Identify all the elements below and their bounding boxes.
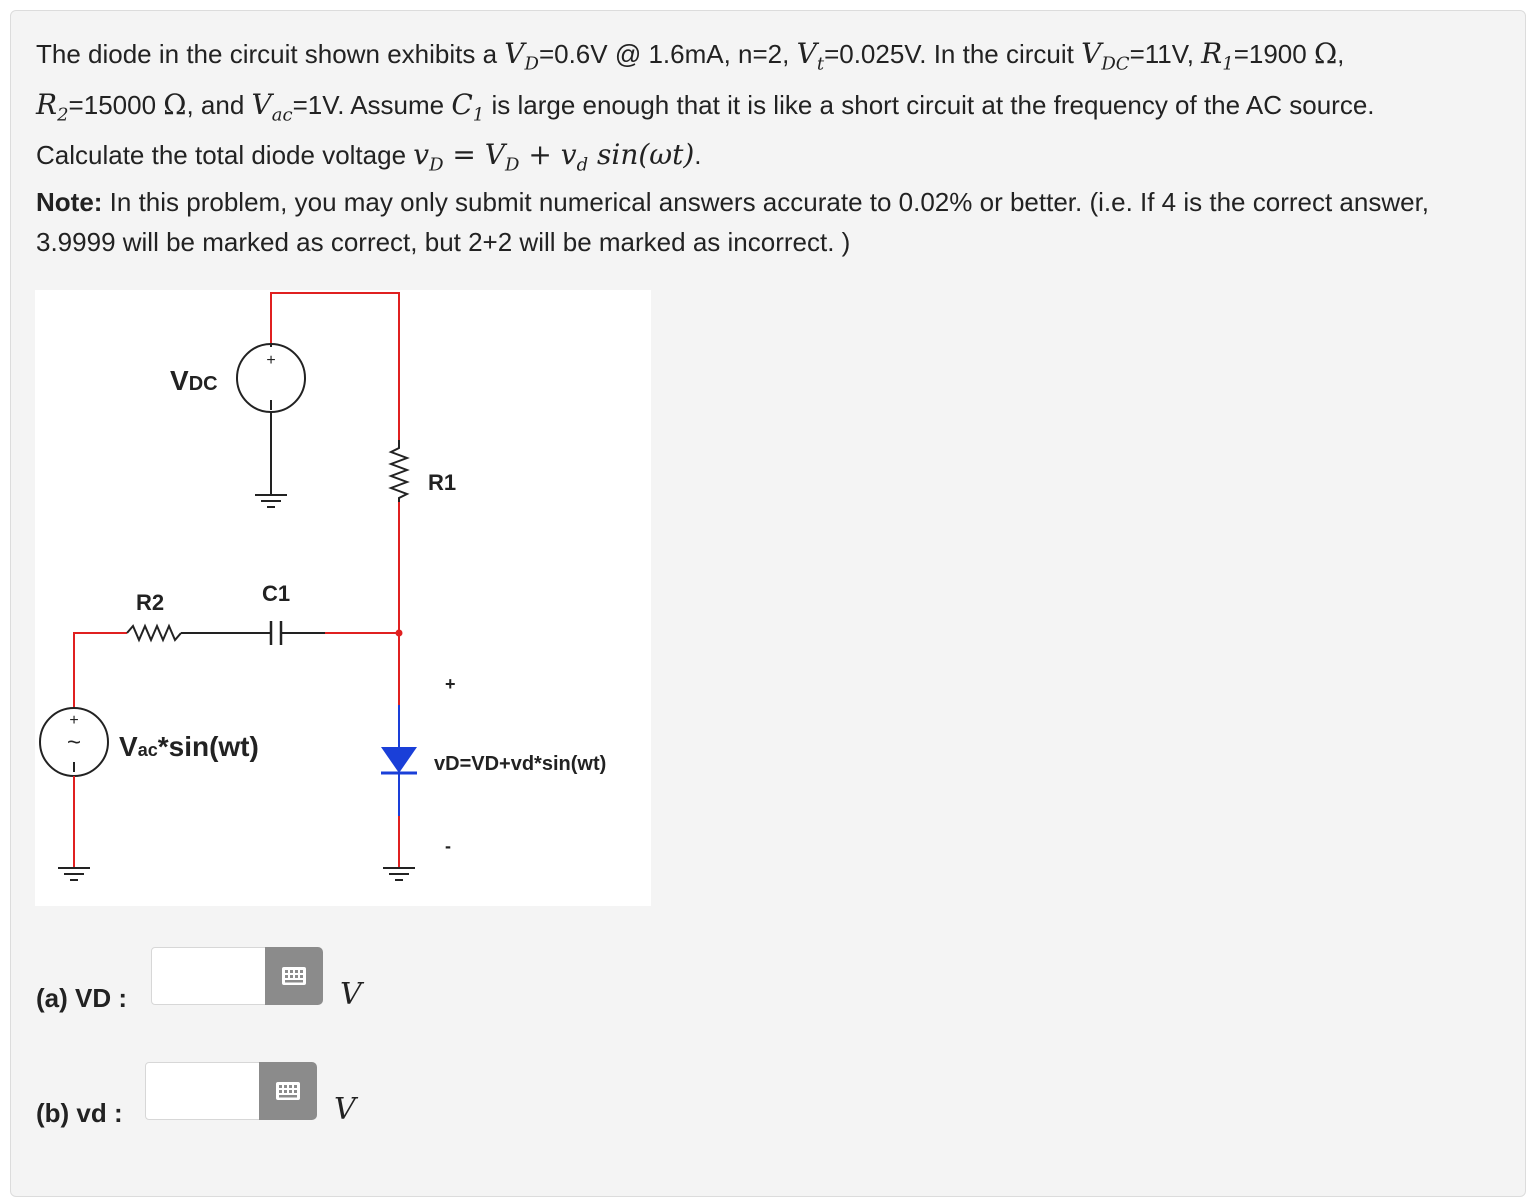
vdc-label: VDC [170,365,218,396]
diode-ground [383,868,415,880]
answer-b-keyboard-button[interactable] [259,1062,317,1120]
dc-source-top-wire [271,293,399,440]
c1-label: C1 [262,581,291,606]
r1-label: R1 [428,470,457,495]
r2-label: R2 [136,590,165,615]
diode-plus-sign: + [445,674,456,694]
diode-voltage-label: vD=VD+vd*sin(wt) [434,753,607,775]
answer-a-unit: V [340,977,362,1012]
dc-source-ground [255,495,287,507]
ac-source-ground [58,868,90,880]
ac-coupling-branch [74,621,399,708]
answer-a-input[interactable] [151,947,269,1005]
accuracy-note [36,182,1506,262]
answer-a-keyboard-button[interactable] [265,947,323,1005]
ac-voltage-source [40,708,108,868]
diode [381,633,417,868]
answer-a-label: (a) VD : [36,983,127,1013]
sine-icon: ~ [66,729,82,756]
diode-minus-sign: - [445,836,451,856]
note-heading: Note: [36,187,103,217]
circuit-diagram [35,290,651,906]
keyboard-icon [281,966,307,986]
svg-text:+: + [69,712,79,729]
answer-b-input[interactable] [145,1062,263,1120]
r1-resistor [391,440,407,502]
diode-voltage-equation: $v_D = V_D + v_d$ sin(ωt) [413,138,695,176]
vdc-plus-sign: + [266,352,276,369]
vac-label: Vac*sin(wt) [119,731,259,762]
keyboard-icon [275,1081,301,1101]
answer-b-label: (b) vd : [36,1098,123,1128]
problem-statement: The diode in the circuit shown exhibits a $V_D=0.6V$ @ 1.6mA, n=2, $V_t=0.025V$. In the circuit $V_{DC}=11V$, $R_1=1900$ Ω, $R_2=15000$ Ω, and $V_{ac}=1V$. Assume $C_1$ is large enough that it is like a short circuit at the frequency of the AC source. Calculate the total diode voltage $v_D = V_D + v_d$ sin(ωt). [36,37,1375,176]
dc-voltage-source [237,344,305,495]
note-text: In this problem, you may only submit numerical answers accurate to 0.02% or better. (i.e. If 4 is the correct answer, 3.9999 will be marked as correct, but 2+2 will be marked as incorrect. ) [36,187,1430,257]
answer-b-unit: V [334,1092,356,1127]
